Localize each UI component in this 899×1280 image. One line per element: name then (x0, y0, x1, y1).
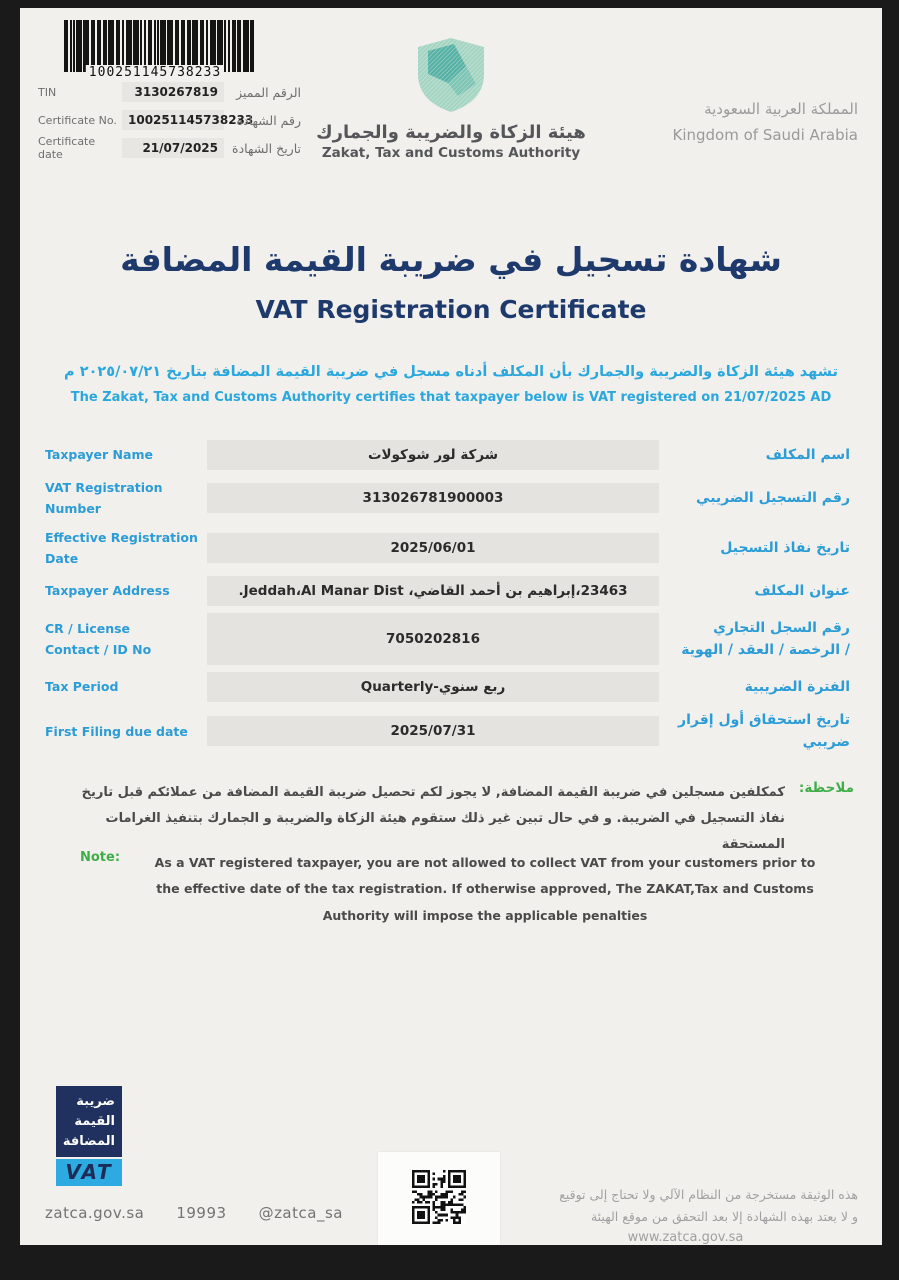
vat-logo-arabic (56, 1086, 122, 1157)
address-value: 23463،إبراهيم بن أحمد القاضي، Jeddah،Al Manar Dist. (207, 576, 659, 606)
tin-label-en: TIN (38, 85, 57, 99)
tax-period-label-ar: الفترة الضريبية (744, 678, 850, 695)
tin-label-ar: الرقم المميز (236, 84, 301, 100)
cr-license-label-ar-line2: / الرخصة / العقد / الهوية (681, 642, 850, 658)
certificate-date-label-en: Certificate date (38, 135, 96, 161)
disclaimer-line-1: هذه الوثيقة مستخرجة من النظام الآلي ولا تحتاج إلى توقيع (559, 1187, 858, 1202)
certificate-no-value: 100251145738233 (122, 110, 224, 130)
footer-disclaimer (513, 1184, 858, 1245)
certificate-page (20, 8, 882, 1245)
detail-row-address (45, 576, 854, 606)
meta-row-certificate-no (38, 110, 303, 130)
taxpayer-name-value: شركة لور شوكولات (207, 440, 659, 470)
note-label-english: Note: (80, 850, 121, 865)
vat-number-value: 313026781900003 (207, 483, 659, 513)
vat-logo-arabic-line2: القيمة (74, 1114, 115, 1130)
cr-license-label-en-line1: CR / License (45, 620, 131, 636)
vat-logo (56, 1086, 122, 1186)
meta-row-tin (38, 82, 303, 102)
tax-period-label-en: Tax Period (45, 679, 119, 695)
certificate-date-value: 21/07/2025 (122, 138, 224, 158)
certificate-title-block (20, 240, 882, 324)
detail-row-vat-number (45, 477, 854, 520)
vat-logo-arabic-line1: ضريبة (76, 1094, 115, 1109)
qr-code-icon (412, 1170, 466, 1228)
footer-website: zatca.gov.sa (45, 1204, 145, 1222)
first-filing-label-ar-line1: تاريخ استحقاق أول إقرار (678, 712, 850, 728)
detail-row-tax-period (45, 672, 854, 702)
detail-row-taxpayer-name (45, 440, 854, 470)
certification-statement-arabic: تشهد هيئة الزكاة والضريبة والجمارك بأن المكلف أدناه مسجل في ضريبة القيمة المضافة بتاريخ ٢٠٢٥/٠٧/٢١ م (64, 364, 838, 380)
certificate-date-label-ar: تاريخ الشهادة (232, 140, 301, 156)
detail-row-cr-license (45, 613, 854, 665)
first-filing-label-en: First Filing due date (45, 723, 188, 739)
effective-date-label-en: Effective Registration Date (45, 529, 198, 566)
vat-logo-arabic-line3: المضافة (62, 1134, 115, 1150)
cr-license-label-ar-line1: رقم السجل التجاري (713, 619, 850, 636)
cr-license-label-en-line2: Contact / ID No (45, 642, 152, 657)
certificate-no-label-ar: رقم الشهادة (236, 112, 301, 128)
taxpayer-name-label-ar: اسم المكلف (765, 446, 850, 463)
country-name-arabic: المملكة العربية السعودية (704, 100, 858, 118)
first-filing-label-ar-line2: ضريبي (802, 734, 850, 751)
meta-row-certificate-date (38, 135, 303, 161)
note-text-english: As a VAT registered taxpayer, you are not allowed to collect VAT from your customers prior to the effective date of the tax registration. If otherwise approved, The ZAKAT,Tax and Customs Authority will impose the applicable penalties (154, 855, 816, 923)
certification-statement-block (20, 364, 882, 405)
footer-contact-row (45, 1204, 343, 1222)
cr-license-value: 7050202816 (207, 613, 659, 665)
detail-row-effective-date (45, 527, 854, 570)
note-text-arabic: كمكلفين مسجلين في ضريبة القيمة المضافة, لا يجوز لكم تحصيل ضريبة القيمة المضافة من عملائكم قبل تاريخ نفاذ التسجيل في الضريبة. و في حال تبين غير ذلك ستقوم هيئة الزكاة والضريبة و الجمارك بتنفيذ الغرامات المستحقة (81, 785, 785, 852)
detail-row-first-filing (45, 709, 854, 754)
effective-date-value: 2025/06/01 (207, 533, 659, 563)
barcode-number: 100251145738233 (86, 65, 224, 80)
cr-license-label-en (45, 618, 207, 661)
certificate-no-label-en: Certificate No. (38, 113, 117, 127)
disclaimer-url: www.zatca.gov.sa (627, 1229, 744, 1245)
note-arabic (80, 780, 854, 858)
note-english (80, 850, 822, 929)
disclaimer-line-2: و لا يعتد بهذه الشهادة إلا بعد التحقق من موقع الهيئة (590, 1208, 858, 1224)
footer-phone: 19993 (176, 1204, 227, 1222)
first-filing-value: 2025/07/31 (207, 716, 659, 746)
certificate-title-english: VAT Registration Certificate (255, 295, 647, 324)
address-label-ar: عنوان المكلف (754, 582, 850, 599)
note-label-arabic: ملاحظة: (798, 780, 854, 796)
vat-logo-label: VAT (56, 1159, 122, 1186)
authority-logo-block (286, 38, 616, 161)
qr-code-card (378, 1152, 500, 1245)
certification-statement-english: The Zakat, Tax and Customs Authority certifies that taxpayer below is VAT registered on 21/07/2025 AD (70, 390, 832, 405)
taxpayer-details-table (45, 440, 854, 761)
vat-number-label-ar: رقم التسجيل الضريبي (696, 490, 850, 507)
effective-date-label-ar: تاريخ نفاذ التسجيل (720, 539, 850, 556)
zatca-shield-icon (418, 38, 484, 116)
taxpayer-name-label-en: Taxpayer Name (45, 447, 153, 463)
country-block (672, 100, 858, 144)
first-filing-label-ar (659, 709, 854, 754)
cr-license-label-ar (659, 617, 854, 662)
barcode (64, 20, 246, 82)
vat-number-label-en: VAT Registration Number (45, 480, 163, 517)
address-label-en: Taxpayer Address (45, 583, 170, 599)
tax-period-value: ربع سنوي-Quarterly (207, 672, 659, 702)
authority-name-arabic: هيئة الزكاة والضريبة والجمارك (316, 122, 586, 143)
authority-name-english: Zakat, Tax and Customs Authority (321, 145, 581, 161)
certificate-meta-table (38, 82, 303, 166)
footer-social-handle: @zatca_sa (258, 1204, 343, 1222)
tin-value: 3130267819 (122, 82, 224, 102)
certificate-title-arabic: شهادة تسجيل في ضريبة القيمة المضافة (120, 240, 782, 279)
country-name-english: Kingdom of Saudi Arabia (672, 126, 858, 144)
